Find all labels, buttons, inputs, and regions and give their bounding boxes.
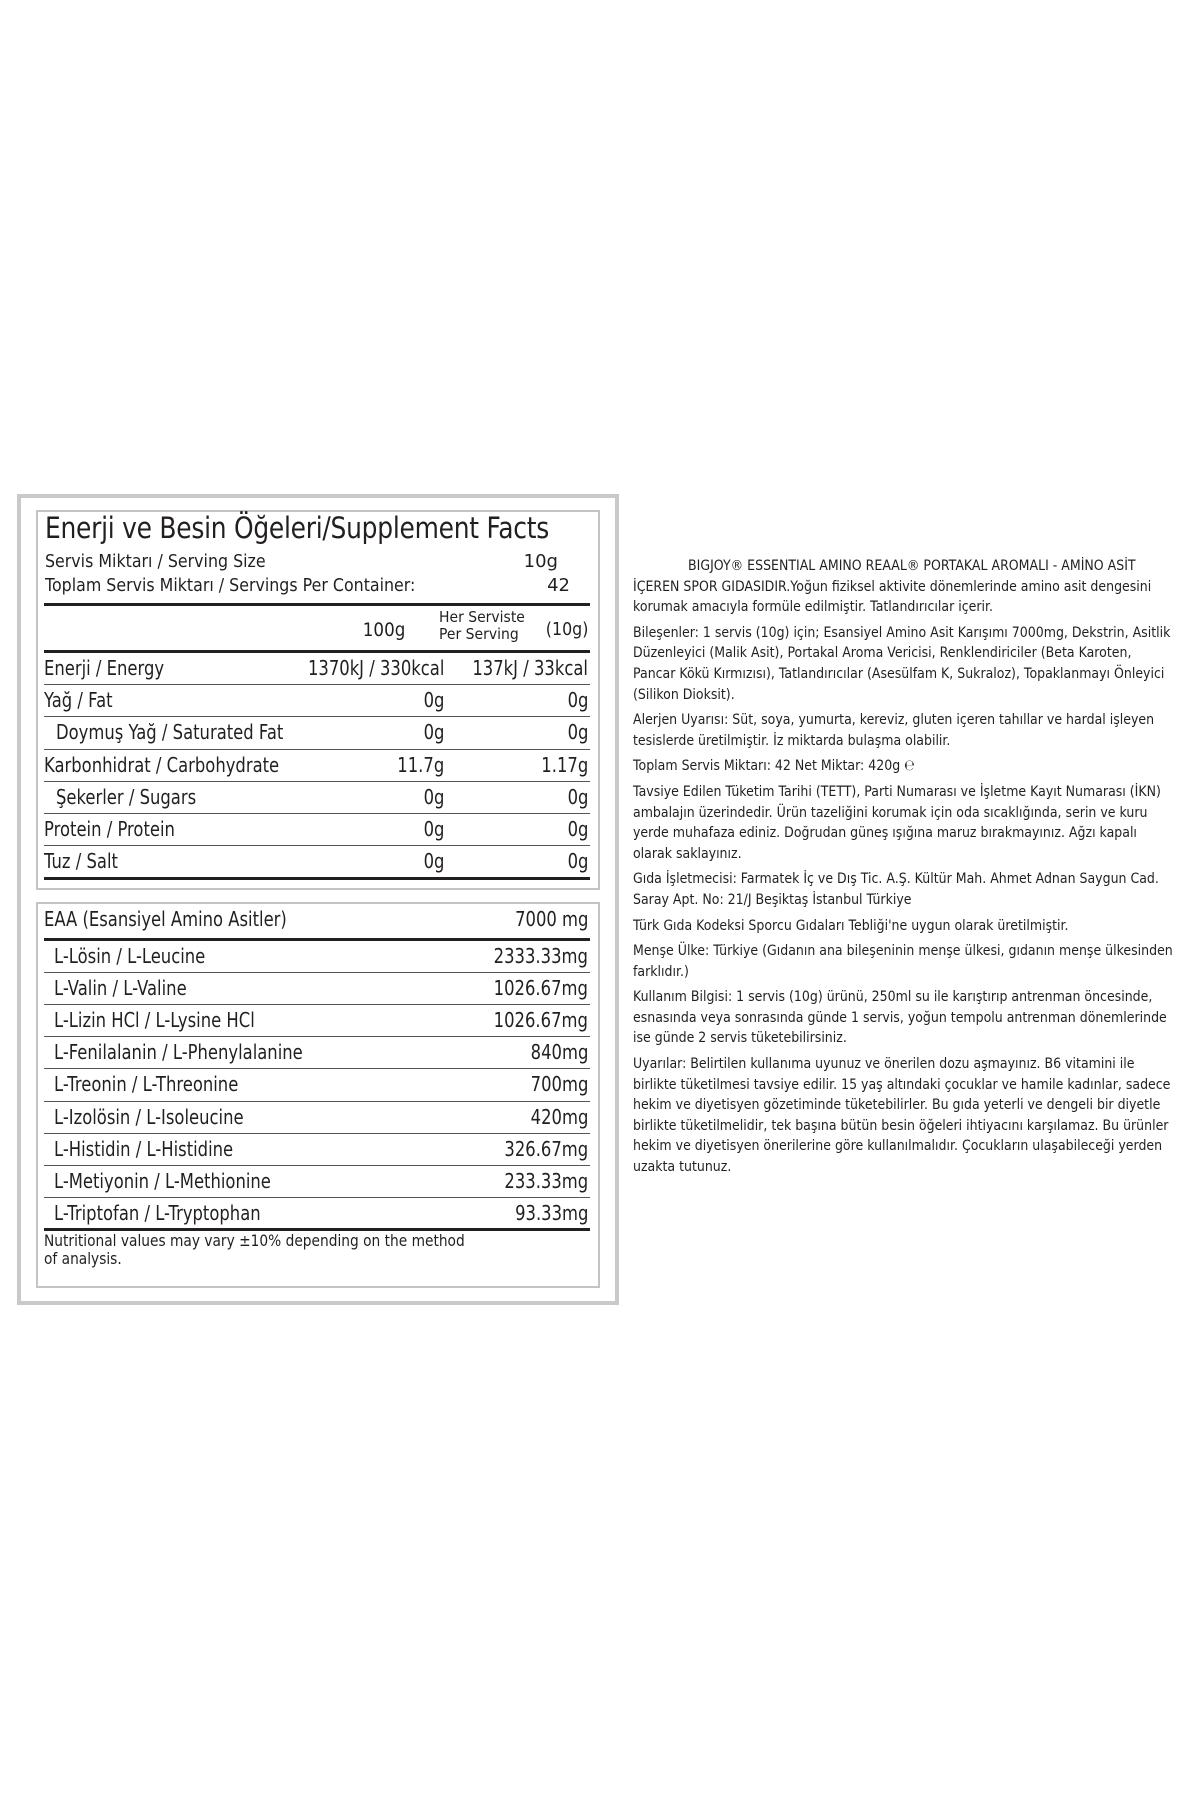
amino-acid-value: 93.33mg: [514, 1200, 588, 1225]
nutrition-row: [44, 782, 590, 813]
amino-acid-value: 1026.67mg: [493, 976, 588, 1001]
nutrient-name: Tuz / Salt: [44, 849, 118, 874]
info-paragraph: Bileşenler: 1 servis (10g) için; Esansiyel Amino Asit Karışımı 7000mg, Dekstrin, Asitlik Düzenleyici (Malik Asit), Portakal Aroma Vericisi, Renklendiriciler (Beta Karoten, Pancar Kökü Kırmızısı), Tatlandırıcılar (Asesülfam K, Sukraloz), Topaklanmayı Önleyici (Silikon Dioksit).: [633, 623, 1171, 703]
amino-acid-value: 2333.33mg: [493, 944, 588, 968]
facts-title: Enerji ve Besin Öğeleri/Supplement Facts: [45, 511, 549, 545]
info-paragraph: Uyarılar: Belirtilen kullanıma uyunuz ve önerilen dozu aşmayınız. B6 vitamini ile birlikte tüketilmesi tavsiye edilir. 15 yaş altındaki çocuklar ve hamile kadınlar, sadece hekim ve diyetisyen gözetiminde tüketebilirler. Bu gıda yeterli ve dengeli bir diyetle birlikte tüketilmelidir, tek başına bütün besin öğeleri ihtiyacını karşılamaz. Bu ürünler hekim ve diyetisyen önerilerine göre kullanılmalıdır. Çocukların ulaşabileceği yerden uzakta tutunuz.: [633, 1055, 1171, 1176]
column-header-per-serving: [439, 609, 525, 643]
per-serving-tr: Her Serviste: [439, 608, 525, 626]
serving-size-row: [45, 551, 580, 573]
product-info-text: [633, 556, 1173, 1183]
info-paragraph: Gıda İşletmecisi: Farmatek İç ve Dış Tic. A.Ş. Kültür Mah. Ahmet Adnan Saygun Cad. Saray Apt. No: 21/J Beşiktaş İstanbul Türkiye: [633, 870, 1159, 908]
nutrition-row: [44, 846, 590, 877]
nutrient-name: Şekerler / Sugars: [56, 784, 197, 809]
amino-acid-value: 1026.67mg: [493, 1008, 588, 1033]
info-paragraph: Alerjen Uyarısı: Süt, soya, yumurta, kereviz, gluten içeren tahıllar ve hardal işleyen tesislerde üretilmiştir. İz miktarda bulaşma olabilir.: [633, 711, 1155, 749]
nutrition-row: [44, 653, 590, 684]
nutrient-per-100g: 1370kJ / 330kcal: [307, 656, 444, 680]
amino-acid-name: L-Fenilalanin / L-Phenylalanine: [54, 1040, 303, 1065]
amino-acid-name: L-Histidin / L-Histidine: [54, 1136, 234, 1161]
nutrition-row: [44, 717, 590, 748]
amino-acid-value: 326.67mg: [504, 1136, 588, 1161]
column-header-100g: 100g: [362, 619, 405, 641]
nutrition-row: [44, 814, 590, 845]
nutrient-per-100g: 0g: [423, 784, 444, 809]
nutrient-per-serving: 0g: [567, 817, 588, 841]
amino-acid-name: L-Triptofan / L-Tryptophan: [54, 1200, 261, 1225]
amino-acid-value: 840mg: [530, 1040, 588, 1065]
nutrition-row: [44, 750, 590, 781]
amino-acid-row: [44, 1166, 590, 1197]
nutrient-per-serving: 0g: [567, 849, 588, 874]
amino-acid-row: [44, 1102, 590, 1133]
nutrient-name: Protein / Protein: [44, 817, 175, 841]
nutrition-row: [44, 685, 590, 716]
divider-thick: [44, 603, 590, 606]
amino-acid-name: L-Treonin / L-Threonine: [54, 1072, 239, 1097]
footnote-line-2: of analysis.: [44, 1249, 122, 1268]
amino-acid-row: [44, 1134, 590, 1165]
info-paragraph: Tavsiye Edilen Tüketim Tarihi (TETT), Parti Numarası ve İşletme Kayıt Numarası (İKN) ambalajın üzerindedir. Ürün tazeliğini korumak için oda sıcaklığında, serin ve kuru yerde muhafaza ediniz. Doğrudan güneş ışığına maruz bırakmayınız. Ağzı kapalı olarak saklayınız.: [633, 782, 1161, 862]
amino-acid-name: L-Lizin HCl / L-Lysine HCl: [54, 1008, 255, 1033]
servings-per-container-row: [45, 575, 580, 597]
nutrient-name: Doymuş Yağ / Saturated Fat: [56, 720, 284, 745]
info-paragraph: BIGJOY® ESSENTIAL AMINO REAAL® PORTAKAL AROMALI - AMİNO ASİT İÇEREN SPOR GIDASIDIR.Yoğun fiziksel aktivite dönemlerinde amino asit dengesini korumak amacıyla formüle edilmiştir. Tatlandırıcılar içerir.: [633, 557, 1152, 616]
amino-acid-value: 233.33mg: [504, 1168, 588, 1193]
amino-acid-name: L-Lösin / L-Leucine: [54, 944, 206, 968]
amino-acid-value: 700mg: [530, 1072, 588, 1097]
serving-size-label: Servis Miktarı / Serving Size: [45, 551, 266, 572]
amino-acid-row: [44, 1005, 590, 1036]
amino-acid-row: [44, 973, 590, 1004]
servings-per-container-value: 42: [547, 575, 570, 596]
divider-thick: [44, 877, 590, 880]
per-serving-en: Per Serving: [439, 625, 519, 643]
info-paragraph: Toplam Servis Miktarı: 42 Net Miktar: 420g ℮: [633, 757, 915, 775]
amino-acid-row: [44, 1198, 590, 1229]
nutrient-name: Karbonhidrat / Carbohydrate: [44, 752, 280, 777]
nutrient-name: Enerji / Energy: [44, 656, 165, 680]
nutrient-per-100g: 0g: [423, 849, 444, 874]
amino-acid-row: [44, 1069, 590, 1100]
eaa-header-value: 7000 mg: [514, 907, 588, 931]
info-paragraph: Kullanım Bilgisi: 1 servis (10g) ürünü, 250ml su ile karıştırıp antrenman öncesinde, esnasında veya sonrasında günde 1 servis, yoğun tempolu antrenman dönemlerinde ise günde 2 servis tüketebilirsiniz.: [633, 988, 1167, 1047]
nutrient-per-100g: 0g: [423, 720, 444, 745]
servings-per-container-label: Toplam Servis Miktarı / Servings Per Container:: [45, 575, 416, 596]
nutrient-per-100g: 0g: [423, 688, 444, 713]
nutrient-per-100g: 0g: [423, 817, 444, 841]
info-paragraph: Menşe Ülke: Türkiye (Gıdanın ana bileşeninin menşe ülkesi, gıdanın menşe ülkesinden farklıdır.): [633, 942, 1173, 980]
serving-size-value: 10g: [523, 551, 558, 572]
column-header-serving-amount: (10g): [545, 619, 588, 640]
eaa-header-row: [44, 904, 590, 935]
nutrient-per-serving: 137kJ / 33kcal: [472, 656, 588, 680]
nutrient-per-serving: 1.17g: [541, 752, 588, 777]
nutrient-per-serving: 0g: [567, 688, 588, 713]
footnote-line-1: Nutritional values may vary ±10% depending on the method: [44, 1231, 465, 1250]
amino-acid-name: L-Valin / L-Valine: [54, 976, 187, 1001]
info-paragraph: Türk Gıda Kodeksi Sporcu Gıdaları Tebliği'ne uygun olarak üretilmiştir.: [633, 916, 1069, 934]
amino-acid-value: 420mg: [530, 1104, 588, 1129]
nutrient-per-serving: 0g: [567, 784, 588, 809]
amino-acid-name: L-Metiyonin / L-Methionine: [54, 1168, 271, 1193]
eaa-header-name: EAA (Esansiyel Amino Asitler): [44, 907, 287, 931]
amino-acid-row: [44, 941, 590, 972]
nutrient-per-100g: 11.7g: [397, 752, 444, 777]
nutrient-per-serving: 0g: [567, 720, 588, 745]
amino-acid-name: L-Izolösin / L-Isoleucine: [54, 1104, 244, 1129]
nutrition-footnote: [44, 1232, 569, 1268]
nutrient-name: Yağ / Fat: [44, 688, 113, 713]
amino-acid-row: [44, 1037, 590, 1068]
